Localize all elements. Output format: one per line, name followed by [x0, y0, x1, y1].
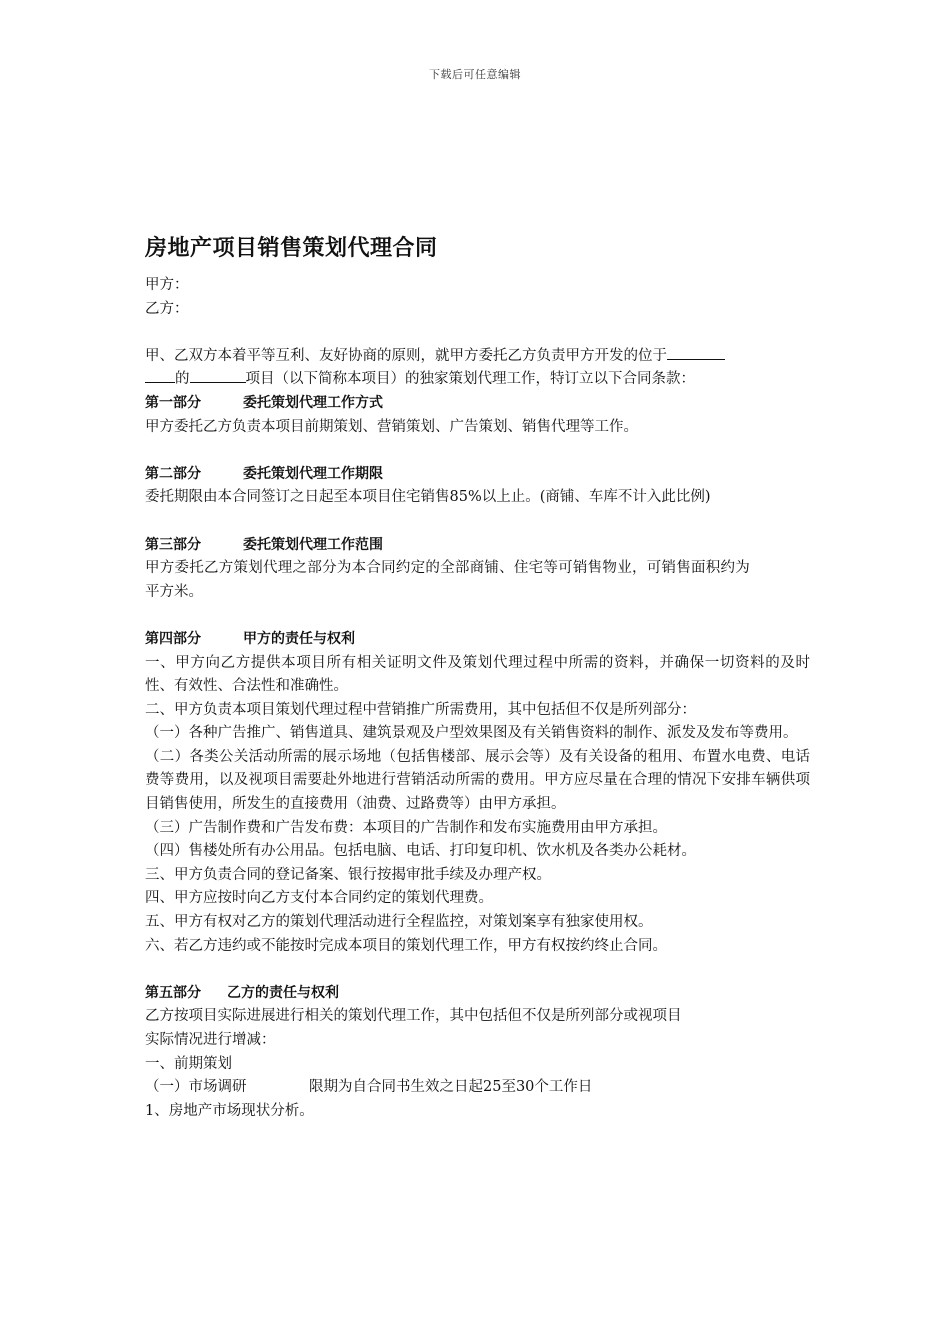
section-1-heading [145, 392, 810, 416]
intro-text-1: 甲、乙双方本着平等互利、友好协商的原则，就甲方委托乙方负责甲方开发的位于 [145, 347, 667, 364]
section-2-heading [145, 463, 810, 487]
list-item: 一、甲方向乙方提供本项目所有相关证明文件及策划代理过程中所需的资料，并确保一切资料的及时性、有效性、合法性和准确性。 [145, 654, 810, 695]
section-5-title: 乙方的责任与权利 [227, 984, 339, 1001]
section-2-number: 第二部分 [145, 465, 201, 482]
section-5-line-5: 1、房地产市场现状分析。 [145, 1102, 314, 1119]
location-blank [667, 345, 725, 360]
intro-text-2: 的 [175, 371, 190, 388]
market-research-label: （一）市场调研 [145, 1079, 247, 1096]
section-1-body: 甲方委托乙方负责本项目前期策划、营销策划、广告策划、销售代理等工作。 [145, 418, 638, 435]
section-3-body [145, 557, 810, 604]
contract-document [145, 232, 810, 1123]
section-4-number: 第四部分 [145, 630, 201, 647]
document-title: 房地产项目销售策划代理合同 [145, 236, 438, 261]
spacer [145, 958, 810, 982]
party-b-line: 乙方： [145, 300, 189, 317]
section-5-line-3: 一、前期策划 [145, 1055, 232, 1072]
section-5-heading [145, 982, 810, 1006]
list-item: （三）广告制作费和广告发布费：本项目的广告制作和发布实施费用由甲方承担。 [145, 819, 667, 836]
list-item: 二、甲方负责本项目策划代理过程中营销推广所需费用，其中包括但不仅是所列部分： [145, 701, 696, 718]
spacer [145, 510, 810, 534]
party-a-line: 甲方： [145, 277, 189, 293]
section-4-title: 甲方的责任与权利 [243, 630, 355, 647]
spacer [145, 604, 810, 628]
list-item: （一）各种广告推广、销售道具、建筑景观及户型效果图及有关销售资料的制作、派发及发布等费用。 [145, 725, 798, 742]
intro-paragraph [145, 345, 810, 392]
spacer [145, 439, 810, 463]
section-3-text-a: 甲方委托乙方策划代理之部分为本合同约定的全部商铺、住宅等可销售物业，可销售面积约为 [145, 560, 750, 577]
section-1-number: 第一部分 [145, 394, 201, 411]
section-4-heading [145, 628, 810, 652]
section-5-line-1: 乙方按项目实际进展进行相关的策划代理工作，其中包括但不仅是所列部分或视项目 [145, 1008, 682, 1025]
section-3-text-b: 平方米。 [145, 583, 203, 600]
section-3-heading [145, 534, 810, 558]
section-5-number: 第五部分 [145, 984, 201, 1001]
list-item: （四）售楼处所有办公用品。包括电脑、电话、打印复印机、饮水机及各类办公耗材。 [145, 843, 696, 860]
list-item: （二）各类公关活动所需的展示场地（包括售楼部、展示会等）及有关设备的租用、布置水电费、电话费等费用，以及视项目需要赴外地进行营销活动所需的费用。甲方应尽量在合理的情况下安排车辆供项目销售使用，所发生的直接费用（油费、过路费等）由甲方承担。 [145, 748, 810, 813]
project-name-blank [190, 368, 246, 383]
market-research-deadline: 限期为自合同书生效之日起25至30个工作日 [309, 1079, 593, 1096]
section-1-title: 委托策划代理工作方式 [243, 394, 383, 411]
list-item: 六、若乙方违约或不能按时完成本项目的策划代理工作，甲方有权按约终止合同。 [145, 937, 667, 954]
intro-text-3: 项目（以下简称本项目）的独家策划代理工作，特订立以下合同条款： [245, 371, 695, 388]
section-2-title: 委托策划代理工作期限 [243, 465, 383, 482]
header-note: 下载后可任意编辑 [429, 68, 521, 81]
location-blank-cont [145, 368, 175, 383]
section-3-number: 第三部分 [145, 536, 201, 553]
list-item: 三、甲方负责合同的登记备案、银行按揭审批手续及办理产权。 [145, 866, 551, 883]
list-item: 四、甲方应按时向乙方支付本合同约定的策划代理费。 [145, 890, 493, 907]
spacer [145, 321, 810, 345]
section-5-line-4 [145, 1076, 810, 1100]
list-item: 五、甲方有权对乙方的策划代理活动进行全程监控，对策划案享有独家使用权。 [145, 914, 653, 931]
section-5-line-2: 实际情况进行增减： [145, 1032, 276, 1048]
section-2-body: 委托期限由本合同签订之日起至本项目住宅销售85%以上止。(商铺、车库不计入此比例) [145, 489, 711, 506]
section-3-title: 委托策划代理工作范围 [243, 536, 383, 553]
